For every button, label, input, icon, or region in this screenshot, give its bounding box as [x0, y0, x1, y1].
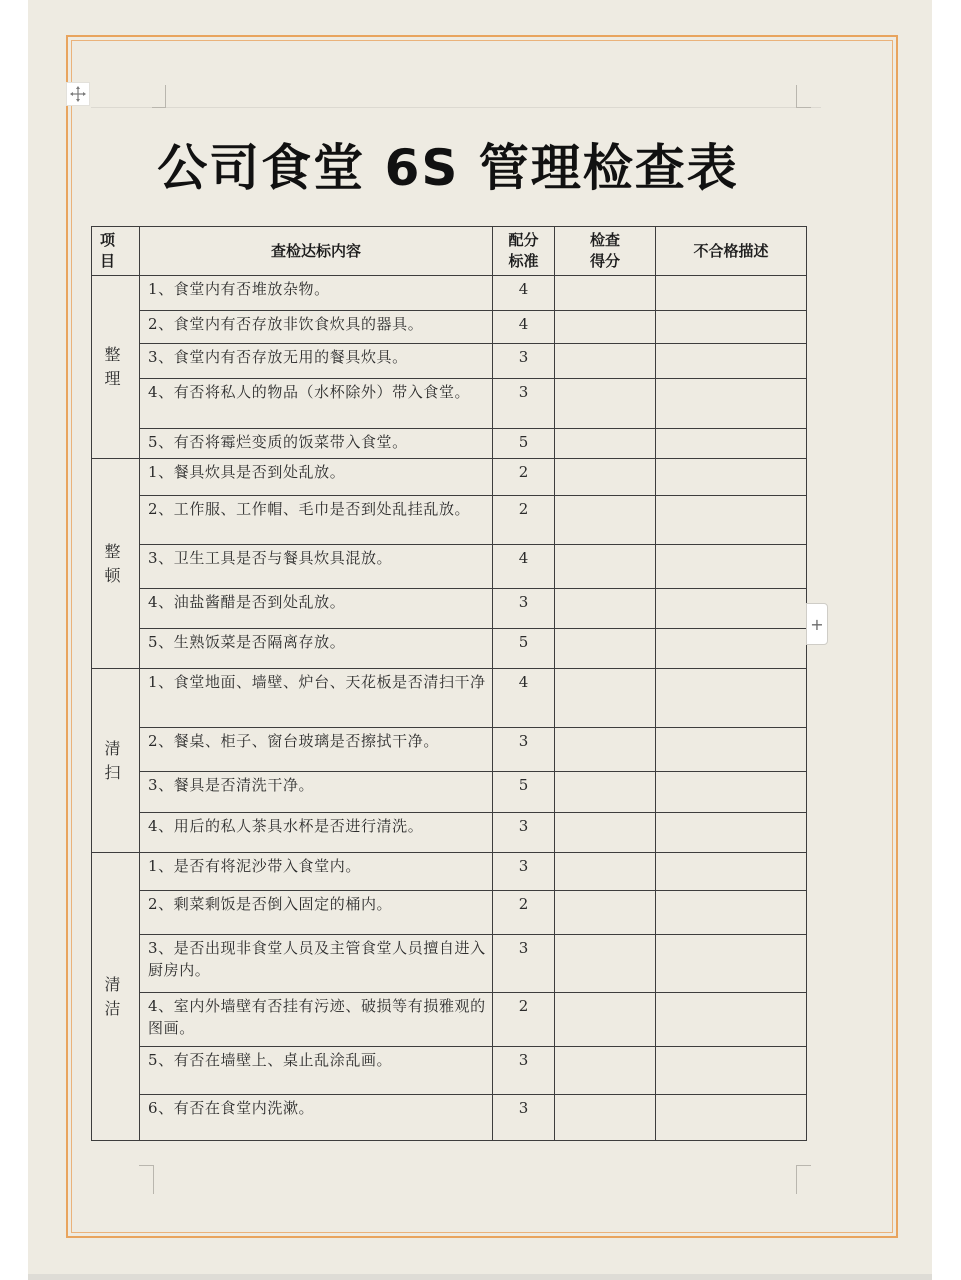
header-content: 查检达标内容	[140, 227, 493, 276]
check-score-input[interactable]	[555, 728, 656, 772]
table-move-handle[interactable]	[66, 82, 90, 106]
header-category-line-2: 目	[100, 252, 116, 270]
category-char: 清	[104, 738, 121, 758]
header-check-score-line-1: 检查	[589, 231, 620, 249]
table-header-row	[92, 227, 807, 276]
standard-score[interactable]: 3	[493, 853, 555, 891]
nonconformity-input[interactable]	[656, 813, 807, 853]
nonconformity-input[interactable]	[656, 629, 807, 669]
criterion-content[interactable]: 5、有否将霉烂变质的饭菜带入食堂。	[140, 429, 493, 459]
category-char: 整	[104, 345, 121, 364]
standard-score[interactable]: 3	[493, 344, 555, 379]
standard-score[interactable]: 2	[493, 496, 555, 545]
standard-score[interactable]: 2	[493, 891, 555, 935]
document-title: 公司食堂 6S 管理检查表	[157, 139, 739, 197]
inspection-table	[91, 226, 807, 1141]
table-row	[92, 459, 807, 496]
check-score-input[interactable]	[555, 935, 656, 993]
table-row	[92, 853, 807, 891]
header-standard-score-line-1: 配分	[508, 231, 539, 249]
nonconformity-input[interactable]	[656, 993, 807, 1047]
nonconformity-input[interactable]	[656, 669, 807, 728]
check-score-input[interactable]	[555, 772, 656, 813]
criterion-content[interactable]: 2、剩菜剩饭是否倒入固定的桶内。	[140, 891, 493, 935]
standard-score[interactable]: 3	[493, 589, 555, 629]
nonconformity-input[interactable]	[656, 429, 807, 459]
standard-score[interactable]: 4	[493, 311, 555, 344]
standard-score[interactable]: 3	[493, 935, 555, 993]
table-row	[92, 429, 807, 459]
nonconformity-input[interactable]	[656, 728, 807, 772]
check-score-input[interactable]	[555, 813, 656, 853]
criterion-content[interactable]: 2、餐桌、柜子、窗台玻璃是否擦拭干净。	[140, 728, 493, 772]
standard-score[interactable]: 3	[493, 728, 555, 772]
table-row	[92, 1095, 807, 1141]
nonconformity-input[interactable]	[656, 496, 807, 545]
criterion-content[interactable]: 1、是否有将泥沙带入食堂内。	[140, 853, 493, 891]
category-char: 扫	[104, 762, 121, 782]
nonconformity-input[interactable]	[656, 1095, 807, 1141]
category-char: 洁	[104, 998, 121, 1018]
table-row	[92, 669, 807, 728]
header-category	[92, 227, 140, 276]
standard-score[interactable]: 4	[493, 669, 555, 728]
margin-corner-mark-top-right	[796, 85, 811, 108]
category-char: 理	[104, 369, 121, 388]
standard-score[interactable]: 3	[493, 1047, 555, 1095]
check-score-input[interactable]	[555, 459, 656, 496]
criterion-content[interactable]: 4、有否将私人的物品（水杯除外）带入食堂。	[140, 379, 493, 429]
category-char: 清	[104, 974, 121, 994]
criterion-content[interactable]: 4、用后的私人茶具水杯是否进行清洗。	[140, 813, 493, 853]
check-score-input[interactable]	[555, 496, 656, 545]
nonconformity-input[interactable]	[656, 545, 807, 589]
criterion-content[interactable]: 1、餐具炊具是否到处乱放。	[140, 459, 493, 496]
horizontal-scroll-area	[28, 1274, 932, 1280]
category-cell	[92, 669, 140, 853]
standard-score[interactable]: 5	[493, 629, 555, 669]
margin-corner-mark-top-left	[152, 85, 166, 108]
table-row	[92, 813, 807, 853]
nonconformity-input[interactable]	[656, 772, 807, 813]
criterion-content[interactable]: 1、食堂地面、墙壁、炉台、天花板是否清扫干净	[140, 669, 493, 728]
check-score-input[interactable]	[555, 589, 656, 629]
header-nonconformity: 不合格描述	[656, 227, 807, 276]
table-row	[92, 1047, 807, 1095]
table-row	[92, 589, 807, 629]
criterion-content[interactable]: 3、餐具是否清洗干净。	[140, 772, 493, 813]
criterion-content[interactable]: 3、是否出现非食堂人员及主管食堂人员擅自进入厨房内。	[140, 935, 493, 993]
standard-score[interactable]: 3	[493, 379, 555, 429]
check-score-input[interactable]	[555, 853, 656, 891]
nonconformity-input[interactable]	[656, 589, 807, 629]
header-category-line-1: 项	[100, 231, 116, 249]
table-row	[92, 993, 807, 1047]
criterion-content[interactable]: 4、室内外墙壁有否挂有污迹、破损等有损雅观的图画。	[140, 993, 493, 1047]
move-arrows-icon	[69, 85, 87, 103]
criterion-content[interactable]: 5、有否在墙壁上、桌止乱涂乱画。	[140, 1047, 493, 1095]
category-cell	[92, 459, 140, 669]
criterion-content[interactable]: 6、有否在食堂内洗漱。	[140, 1095, 493, 1141]
criterion-content[interactable]: 2、工作服、工作帽、毛巾是否到处乱挂乱放。	[140, 496, 493, 545]
check-score-input[interactable]	[555, 629, 656, 669]
header-check-score-line-2: 得分	[589, 252, 620, 270]
criterion-content[interactable]: 2、食堂内有否存放非饮食炊具的器具。	[140, 311, 493, 344]
standard-score[interactable]: 5	[493, 429, 555, 459]
standard-score[interactable]: 3	[493, 813, 555, 853]
table-row	[92, 629, 807, 669]
text-boundary-top	[91, 107, 821, 108]
table-body	[92, 276, 807, 1141]
category-char: 顿	[104, 565, 121, 585]
check-score-input[interactable]	[555, 344, 656, 379]
table-row	[92, 344, 807, 379]
table-row	[92, 496, 807, 545]
criterion-content[interactable]: 3、食堂内有否存放无用的餐具炊具。	[140, 344, 493, 379]
table-row	[92, 772, 807, 813]
table-row	[92, 891, 807, 935]
nonconformity-input[interactable]	[656, 853, 807, 891]
add-row-button[interactable]	[806, 603, 828, 645]
standard-score[interactable]: 4	[493, 276, 555, 311]
criterion-content[interactable]: 5、生熟饭菜是否隔离存放。	[140, 629, 493, 669]
plus-icon: +	[810, 614, 824, 634]
nonconformity-input[interactable]	[656, 459, 807, 496]
check-score-input[interactable]	[555, 993, 656, 1047]
nonconformity-input[interactable]	[656, 344, 807, 379]
criterion-content[interactable]: 3、卫生工具是否与餐具炊具混放。	[140, 545, 493, 589]
check-score-input[interactable]	[555, 1047, 656, 1095]
standard-score[interactable]: 3	[493, 1095, 555, 1141]
table-row	[92, 311, 807, 344]
header-check-score	[555, 227, 656, 276]
standard-score[interactable]: 5	[493, 772, 555, 813]
check-score-input[interactable]	[555, 311, 656, 344]
margin-corner-mark-bottom-right	[796, 1165, 811, 1194]
category-char: 整	[104, 541, 121, 561]
check-score-input[interactable]	[555, 276, 656, 311]
nonconformity-input[interactable]	[656, 1047, 807, 1095]
check-score-input[interactable]	[555, 1095, 656, 1141]
header-standard-score	[493, 227, 555, 276]
criterion-content[interactable]: 4、油盐酱醋是否到处乱放。	[140, 589, 493, 629]
nonconformity-input[interactable]	[656, 379, 807, 429]
nonconformity-input[interactable]	[656, 276, 807, 311]
standard-score[interactable]: 2	[493, 459, 555, 496]
table-row	[92, 935, 807, 993]
table-row	[92, 379, 807, 429]
check-score-input[interactable]	[555, 545, 656, 589]
nonconformity-input[interactable]	[656, 311, 807, 344]
standard-score[interactable]: 4	[493, 545, 555, 589]
check-score-input[interactable]	[555, 669, 656, 728]
table-row	[92, 276, 807, 311]
nonconformity-input[interactable]	[656, 935, 807, 993]
category-cell	[92, 853, 140, 1141]
table-row	[92, 545, 807, 589]
header-standard-score-line-2: 标准	[508, 252, 539, 270]
standard-score[interactable]: 2	[493, 993, 555, 1047]
category-cell	[92, 276, 140, 459]
check-score-input[interactable]	[555, 379, 656, 429]
margin-corner-mark-bottom-left	[139, 1165, 154, 1194]
table-row	[92, 728, 807, 772]
nonconformity-input[interactable]	[656, 891, 807, 935]
check-score-input[interactable]	[555, 429, 656, 459]
criterion-content[interactable]: 1、食堂内有否堆放杂物。	[140, 276, 493, 311]
check-score-input[interactable]	[555, 891, 656, 935]
